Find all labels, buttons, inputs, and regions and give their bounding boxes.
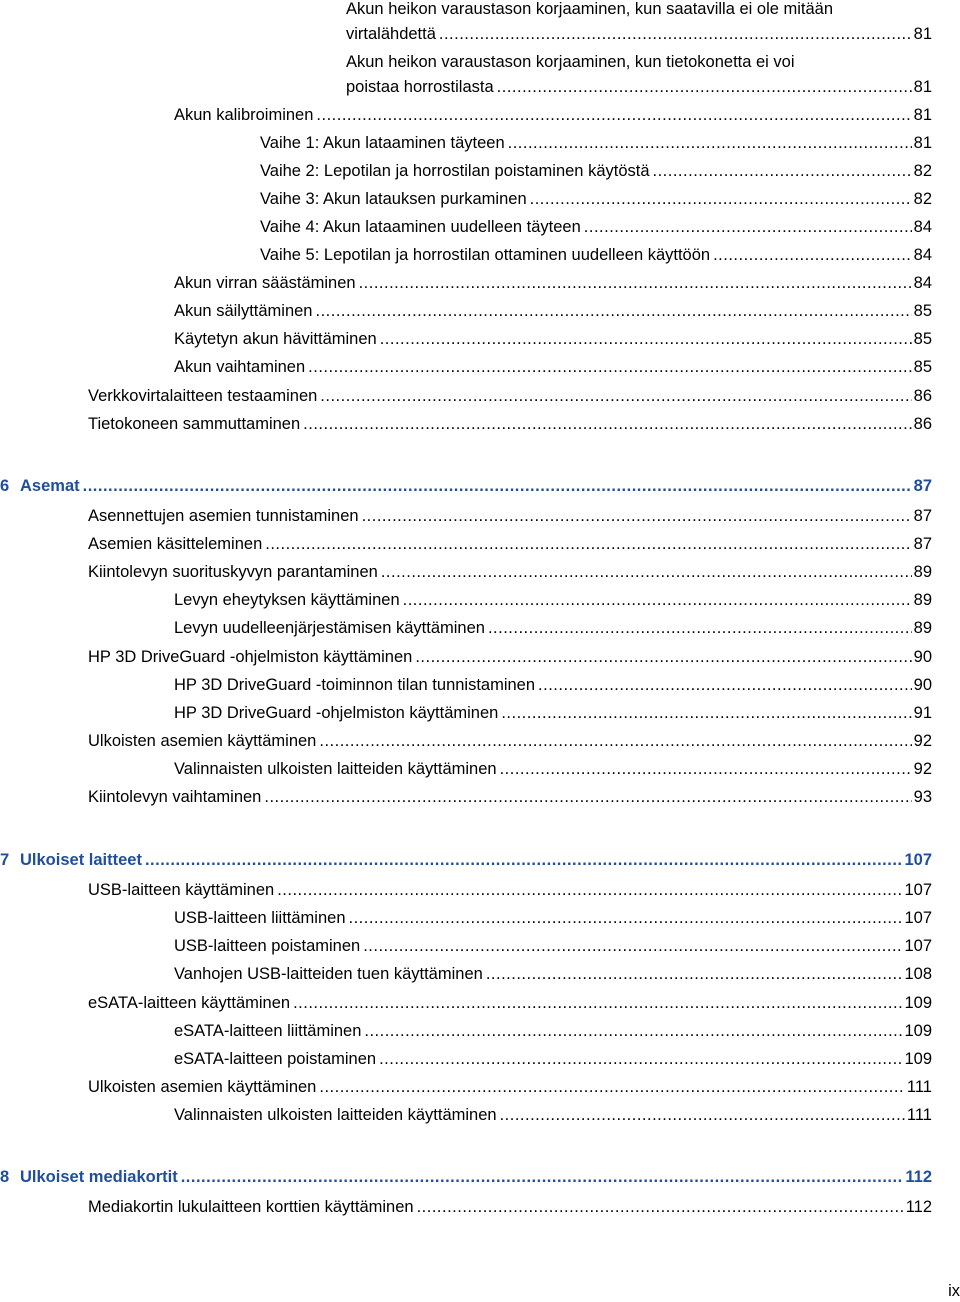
leader-dots (439, 22, 912, 46)
toc-entry[interactable] (88, 729, 932, 753)
toc-page-number: 81 (913, 25, 932, 43)
toc-entry-label: USB-laitteen liittäminen (174, 909, 346, 927)
toc-entry[interactable] (174, 1047, 932, 1071)
toc-page-number: 90 (913, 676, 932, 694)
toc-page-number: 81 (913, 78, 932, 96)
toc-entry[interactable] (88, 645, 932, 669)
toc-entry-label: Vaihe 4: Akun lataaminen uudelleen täyteen (260, 218, 581, 236)
leader-dots (319, 729, 911, 753)
toc-entry-label: Akun vaihtaminen (174, 358, 306, 376)
toc-entry-label: poistaa horrostilasta (346, 78, 494, 96)
toc-entry-label: Asemien käsitteleminen (88, 535, 263, 553)
toc-entry-label: HP 3D DriveGuard -toiminnon tilan tunnistaminen (174, 676, 536, 694)
leader-dots (362, 504, 912, 528)
toc-page-number: 112 (905, 1168, 932, 1186)
leader-dots (349, 906, 903, 930)
toc-entry-label: HP 3D DriveGuard -ohjelmiston käyttäminen (174, 704, 499, 722)
toc-page-number: 107 (904, 881, 932, 899)
toc-page-number: 86 (913, 415, 932, 433)
toc-page-number: 89 (913, 619, 932, 637)
leader-dots (363, 934, 902, 958)
toc-entry[interactable] (88, 991, 932, 1015)
leader-dots (530, 187, 912, 211)
toc-entry[interactable] (174, 355, 932, 379)
toc-page-number: 109 (904, 1022, 932, 1040)
toc-chapter-heading[interactable] (0, 848, 932, 872)
leader-dots (497, 75, 912, 99)
toc-page-number: 109 (904, 1050, 932, 1068)
toc-entry[interactable] (88, 878, 932, 902)
leader-dots (415, 645, 911, 669)
toc-page-number: 92 (913, 760, 932, 778)
toc-entry-label: USB-laitteen poistaminen (174, 937, 361, 955)
leader-dots (359, 271, 912, 295)
toc-entry-label: Tietokoneen sammuttaminen (88, 415, 301, 433)
toc-entry[interactable] (88, 1075, 932, 1099)
leader-dots (380, 327, 912, 351)
leader-dots (381, 560, 912, 584)
toc-entry[interactable] (260, 243, 932, 267)
toc-page-number: 109 (904, 994, 932, 1012)
toc-page-number: 107 (904, 851, 932, 869)
toc-entry-label: USB-laitteen käyttäminen (88, 881, 275, 899)
leader-dots (319, 1075, 905, 1099)
toc-page-number: 107 (904, 909, 932, 927)
toc-page-number: 84 (913, 246, 932, 264)
toc-entry[interactable] (260, 215, 932, 239)
toc-page-number: 81 (913, 134, 932, 152)
toc-page-number: 112 (905, 1198, 932, 1216)
toc-chapter-title (0, 474, 80, 498)
toc-entry[interactable] (174, 962, 932, 986)
toc-page-number: 87 (913, 477, 932, 495)
toc-page-number: 85 (913, 302, 932, 320)
leader-dots (486, 962, 903, 986)
toc-chapter-title-text: Ulkoiset mediakortit (20, 1168, 178, 1186)
toc-entry-label: Verkkovirtalaitteen testaaminen (88, 387, 318, 405)
toc-entry[interactable] (88, 532, 932, 556)
leader-dots (264, 785, 911, 809)
toc-chapter-title-text: Ulkoiset laitteet (20, 851, 142, 869)
leader-dots (293, 991, 902, 1015)
toc-entry-label: Vanhojen USB-laitteiden tuen käyttäminen (174, 965, 483, 983)
toc-entry-label: Käytetyn akun hävittäminen (174, 330, 377, 348)
leader-dots (303, 412, 911, 436)
toc-page-number: 92 (913, 732, 932, 750)
toc-entry[interactable] (174, 616, 932, 640)
toc-entry-label: Asennettujen asemien tunnistaminen (88, 507, 359, 525)
leader-dots (320, 384, 911, 408)
toc-entry[interactable] (174, 906, 932, 930)
toc-page-number: 111 (906, 1106, 932, 1124)
leader-dots (417, 1195, 904, 1219)
toc-page-number: 90 (913, 648, 932, 666)
toc-page-number: 89 (913, 591, 932, 609)
leader-dots (584, 215, 912, 239)
toc-entry-label: Akun säilyttäminen (174, 302, 313, 320)
toc-chapter-heading[interactable] (0, 1165, 932, 1189)
toc-entry-label: Akun kalibroiminen (174, 106, 314, 124)
leader-dots (501, 701, 911, 725)
toc-entry-label: Vaihe 5: Lepotilan ja horrostilan ottaminen uudelleen käyttöön (260, 246, 711, 264)
toc-chapter-number: 7 (0, 851, 10, 869)
toc-chapter-title-text: Asemat (20, 477, 80, 495)
toc-entry[interactable] (88, 560, 932, 584)
toc-page-number: 81 (913, 106, 932, 124)
toc-entry[interactable] (174, 757, 932, 781)
toc-entry-label: Vaihe 2: Lepotilan ja horrostilan poistaminen käytöstä (260, 162, 650, 180)
toc-chapter-number: 6 (0, 477, 10, 495)
toc-entry[interactable] (174, 673, 932, 697)
toc-entry-label: Ulkoisten asemien käyttäminen (88, 732, 317, 750)
toc-page-number: 89 (913, 563, 932, 581)
leader-dots (500, 757, 912, 781)
toc-entry-label: Kiintolevyn vaihtaminen (88, 788, 262, 806)
leader-dots (277, 878, 902, 902)
toc-entry-label: HP 3D DriveGuard -ohjelmiston käyttäminen (88, 648, 413, 666)
leader-dots (308, 355, 911, 379)
leader-dots (316, 299, 912, 323)
toc-entry-line1[interactable]: Akun heikon varaustason korjaaminen, kun tietokonetta ei voi (346, 53, 795, 71)
leader-dots (538, 673, 912, 697)
toc-entry-label: Mediakortin lukulaitteen korttien käyttäminen (88, 1198, 414, 1216)
toc-page-number: 91 (913, 704, 932, 722)
toc-page-number: 82 (913, 190, 932, 208)
toc-entry[interactable] (346, 75, 932, 99)
toc-page-number: 85 (913, 330, 932, 348)
toc-entry-label: eSATA-laitteen liittäminen (174, 1022, 362, 1040)
toc-entry[interactable] (88, 412, 932, 436)
toc-entry[interactable] (174, 327, 932, 351)
toc-entry[interactable] (88, 384, 932, 408)
toc-entry[interactable] (174, 588, 932, 612)
leader-dots (488, 616, 912, 640)
toc-entry-label: Levyn eheytyksen käyttäminen (174, 591, 400, 609)
toc-page-number: 93 (913, 788, 932, 806)
toc-page-number: 107 (904, 937, 932, 955)
toc-page-number: 85 (913, 358, 932, 376)
toc-entry[interactable] (174, 299, 932, 323)
leader-dots (145, 848, 903, 872)
toc-entry[interactable] (260, 131, 932, 155)
toc-entry[interactable] (174, 701, 932, 725)
toc-entry-label: Levyn uudelleenjärjestämisen käyttäminen (174, 619, 485, 637)
toc-chapter-title (0, 1165, 178, 1189)
leader-dots (403, 588, 912, 612)
toc-entry[interactable] (174, 934, 932, 958)
toc-entry-label: Ulkoisten asemien käyttäminen (88, 1078, 317, 1096)
toc-page-number: 87 (913, 535, 932, 553)
toc-page-number: 82 (913, 162, 932, 180)
leader-dots (500, 1103, 905, 1127)
toc-entry-label: Akun virran säästäminen (174, 274, 356, 292)
toc-entry-label: Valinnaisten ulkoisten laitteiden käyttäminen (174, 760, 497, 778)
toc-chapter-number: 8 (0, 1168, 10, 1186)
toc-entry[interactable] (174, 1019, 932, 1043)
toc-page-number: 84 (913, 274, 932, 292)
leader-dots (181, 1165, 904, 1189)
leader-dots (364, 1019, 902, 1043)
toc-chapter-title (0, 848, 142, 872)
leader-dots (653, 159, 912, 183)
toc-entry-label: eSATA-laitteen käyttäminen (88, 994, 291, 1012)
toc-entry-label: Vaihe 1: Akun lataaminen täyteen (260, 134, 505, 152)
toc-entry-label: Valinnaisten ulkoisten laitteiden käyttäminen (174, 1106, 497, 1124)
toc-entry[interactable] (88, 785, 932, 809)
leader-dots (379, 1047, 902, 1071)
toc-entry-line1[interactable]: Akun heikon varaustason korjaaminen, kun saatavilla ei ole mitään (346, 0, 834, 18)
toc-page-number: 84 (913, 218, 932, 236)
toc-page-number: 86 (913, 387, 932, 405)
leader-dots (83, 474, 912, 498)
toc-entry[interactable] (346, 22, 932, 46)
toc-entry[interactable] (88, 1195, 932, 1219)
toc-entry[interactable] (260, 187, 932, 211)
toc-entry-label: Vaihe 3: Akun latauksen purkaminen (260, 190, 527, 208)
toc-entry[interactable] (174, 271, 932, 295)
toc-page-number: 108 (904, 965, 932, 983)
toc-entry[interactable] (174, 103, 932, 127)
footer-page-number: ix (948, 1282, 960, 1300)
toc-entry[interactable] (260, 159, 932, 183)
toc-page-number: 111 (906, 1078, 932, 1096)
leader-dots (265, 532, 911, 556)
toc-entry[interactable] (174, 1103, 932, 1127)
toc-entry-label: Kiintolevyn suorituskyvyn parantaminen (88, 563, 378, 581)
toc-chapter-heading[interactable] (0, 474, 932, 498)
leader-dots (508, 131, 912, 155)
toc-entry-label: eSATA-laitteen poistaminen (174, 1050, 377, 1068)
leader-dots (316, 103, 911, 127)
leader-dots (713, 243, 912, 267)
toc-page-number: 87 (913, 507, 932, 525)
toc-entry[interactable] (88, 504, 932, 528)
toc-entry-label: virtalähdettä (346, 25, 436, 43)
